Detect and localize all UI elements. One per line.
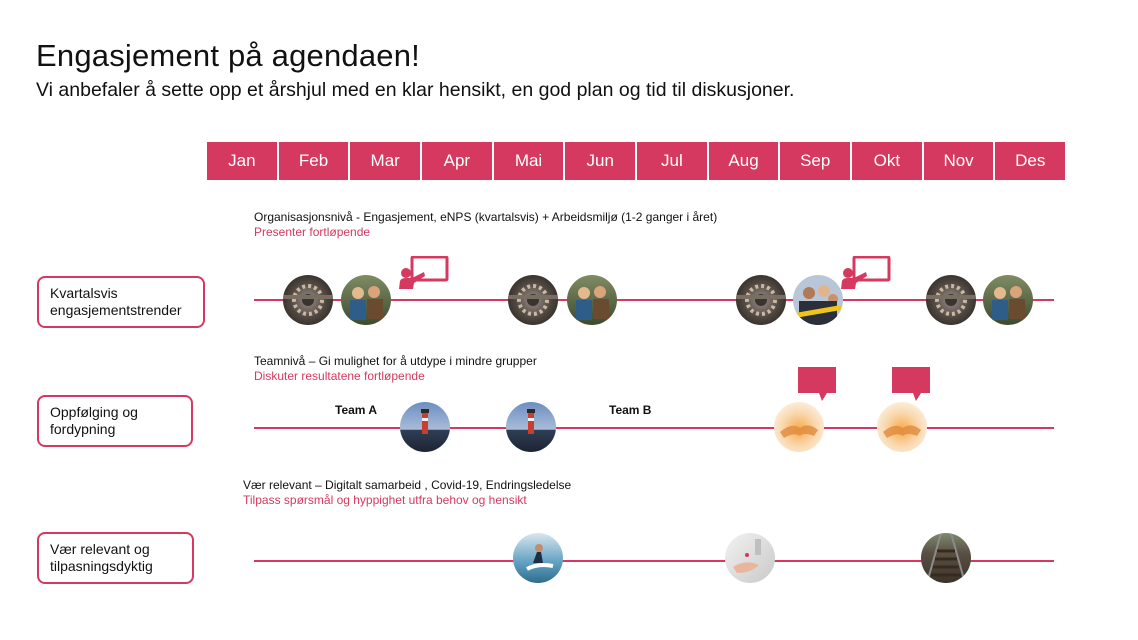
month-aug: Aug bbox=[709, 142, 781, 180]
month-jul: Jul bbox=[637, 142, 709, 180]
surfer-photo bbox=[513, 533, 563, 583]
row3-label: Vær relevant og tilpasningsdyktig bbox=[37, 532, 194, 584]
month-jan: Jan bbox=[207, 142, 279, 180]
month-sep: Sep bbox=[780, 142, 852, 180]
chat-bubble-icon bbox=[797, 366, 837, 407]
presentation-icon bbox=[840, 256, 892, 295]
gears-photo bbox=[926, 275, 976, 325]
handwash-photo bbox=[725, 533, 775, 583]
team-a-label: Team A bbox=[335, 403, 378, 417]
month-mai: Mai bbox=[494, 142, 566, 180]
team-photo bbox=[983, 275, 1033, 325]
gears-photo bbox=[736, 275, 786, 325]
month-okt: Okt bbox=[852, 142, 924, 180]
railway-photo bbox=[921, 533, 971, 583]
month-mar: Mar bbox=[350, 142, 422, 180]
handshake-photo bbox=[877, 402, 927, 452]
row1-title: Organisasjonsnivå - Engasjement, eNPS (kvartalsvis) + Arbeidsmiljø (1-2 ganger i året) bbox=[254, 210, 718, 224]
row3-subtitle: Tilpass spørsmål og hyppighet utfra behov og hensikt bbox=[243, 493, 527, 507]
month-feb: Feb bbox=[279, 142, 351, 180]
row2-label: Oppfølging og fordypning bbox=[37, 395, 193, 447]
lighthouse-photo bbox=[506, 402, 556, 452]
group-photo bbox=[793, 275, 843, 325]
page-subtitle: Vi anbefaler å sette opp et årshjul med en klar hensikt, en god plan og tid til diskusjoner. bbox=[36, 79, 795, 101]
row2-title: Teamnivå – Gi mulighet for å utdype i mindre grupper bbox=[254, 354, 537, 368]
gears-photo bbox=[283, 275, 333, 325]
page-title: Engasjement på agendaen! bbox=[36, 38, 420, 73]
team-photo bbox=[567, 275, 617, 325]
gears-photo bbox=[508, 275, 558, 325]
team-photo bbox=[341, 275, 391, 325]
row3-title: Vær relevant – Digitalt samarbeid , Covid-19, Endringsledelse bbox=[243, 478, 572, 492]
month-jun: Jun bbox=[565, 142, 637, 180]
handshake-photo bbox=[774, 402, 824, 452]
row1-label: Kvartalsvis engasjementstrender bbox=[37, 276, 205, 328]
month-nov: Nov bbox=[924, 142, 996, 180]
presentation-icon bbox=[398, 256, 450, 295]
chat-bubble-icon bbox=[891, 366, 931, 407]
team-b-label: Team B bbox=[609, 403, 652, 417]
lighthouse-photo bbox=[400, 402, 450, 452]
month-des: Des bbox=[995, 142, 1065, 180]
row2-subtitle: Diskuter resultatene fortløpende bbox=[254, 369, 425, 383]
row2-timeline bbox=[254, 427, 1054, 429]
row1-subtitle: Presenter fortløpende bbox=[254, 225, 371, 239]
month-bar bbox=[207, 142, 1065, 180]
month-apr: Apr bbox=[422, 142, 494, 180]
